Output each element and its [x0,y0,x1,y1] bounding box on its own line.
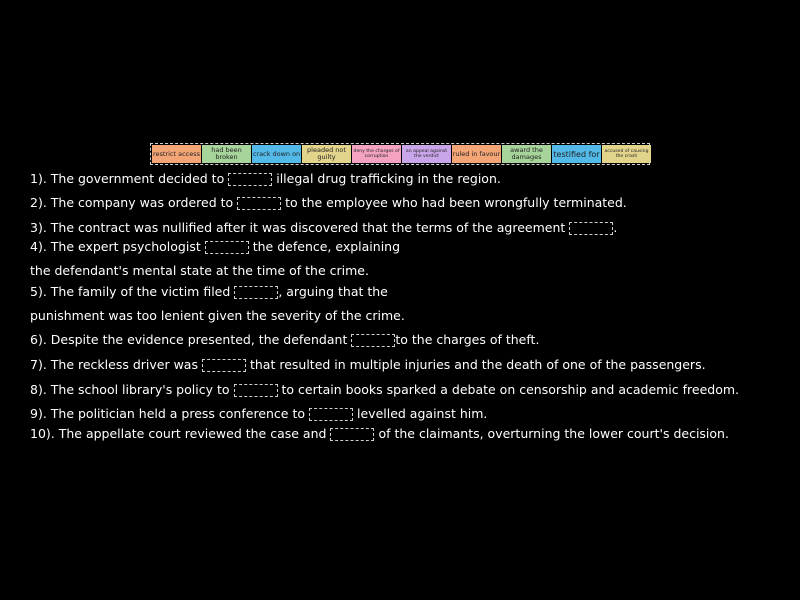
answer-blank[interactable] [237,197,281,210]
answer-blank[interactable] [330,428,374,441]
sentence-5-continued [30,307,405,325]
sentence-5 [30,283,388,301]
sentence-text: 1). The government decided to [30,171,225,186]
answer-blank[interactable] [309,408,353,421]
sentence-text: illegal drug trafficking in the region. [276,171,501,186]
sentence-4-continued [30,262,369,280]
sentence-text: levelled against him. [357,406,488,421]
answer-blank[interactable] [569,222,613,235]
sentence-8 [30,381,739,399]
sentence-10 [30,425,729,443]
sentence-text: 9). The politician held a press conference to [30,406,306,421]
sentence-text: 7). The reckless driver was [30,357,198,372]
sentence-text: 4). The expert psychologist [30,239,201,254]
sentence-text: to certain books sparked a debate on censorship and academic freedom. [281,382,740,397]
sentence-text: that resulted in multiple injuries and the death of one of the passengers. [249,357,706,372]
sentence-text: 8). The school library's policy to [30,382,230,397]
sentence-text: 2). The company was ordered to [30,195,234,210]
sentence-text: punishment was too lenient given the severity of the crime. [30,308,405,323]
sentence-text: 5). The family of the victim filed [30,284,231,299]
sentence-text: . [613,220,618,235]
answer-blank[interactable] [202,359,246,372]
word-tile[interactable]: accused of causing the crash [602,145,652,163]
word-tile[interactable]: ruled in favour [452,145,502,163]
sentence-text: , arguing that the [278,284,388,299]
sentence-3 [30,219,617,237]
word-tile[interactable]: crack down on [252,145,302,163]
sentence-7 [30,356,706,374]
sentence-text: the defence, explaining [252,239,401,254]
sentence-4 [30,238,400,256]
word-bank [150,143,650,165]
sentence-text: of the claimants, overturning the lower court's decision. [378,426,729,441]
answer-blank[interactable] [234,384,278,397]
sentence-text: the defendant's mental state at the time of the crime. [30,263,369,278]
sentence-2 [30,194,627,212]
sentence-6 [30,331,539,349]
word-tile[interactable]: an appeal against the verdict [402,145,452,163]
sentence-9 [30,405,487,423]
sentence-text: 10). The appellate court reviewed the case and [30,426,327,441]
sentence-text: to the employee who had been wrongfully terminated. [285,195,627,210]
word-tile[interactable]: pleaded not guilty [302,145,352,163]
sentence-text: to the charges of theft. [395,332,540,347]
word-tile[interactable]: restrict access [152,145,202,163]
sentence-1 [30,170,501,188]
sentence-text: 6). Despite the evidence presented, the defendant [30,332,348,347]
word-tile[interactable]: award the damages [502,145,552,163]
word-tile[interactable]: deny the charges of corruption [352,145,402,163]
word-tile[interactable]: had been broken [202,145,252,163]
word-tile[interactable]: testified for [552,145,602,163]
answer-blank[interactable] [228,173,272,186]
answer-blank[interactable] [351,334,395,347]
answer-blank[interactable] [234,286,278,299]
sentence-text: 3). The contract was nullified after it was discovered that the terms of the agreement [30,220,566,235]
answer-blank[interactable] [205,241,249,254]
